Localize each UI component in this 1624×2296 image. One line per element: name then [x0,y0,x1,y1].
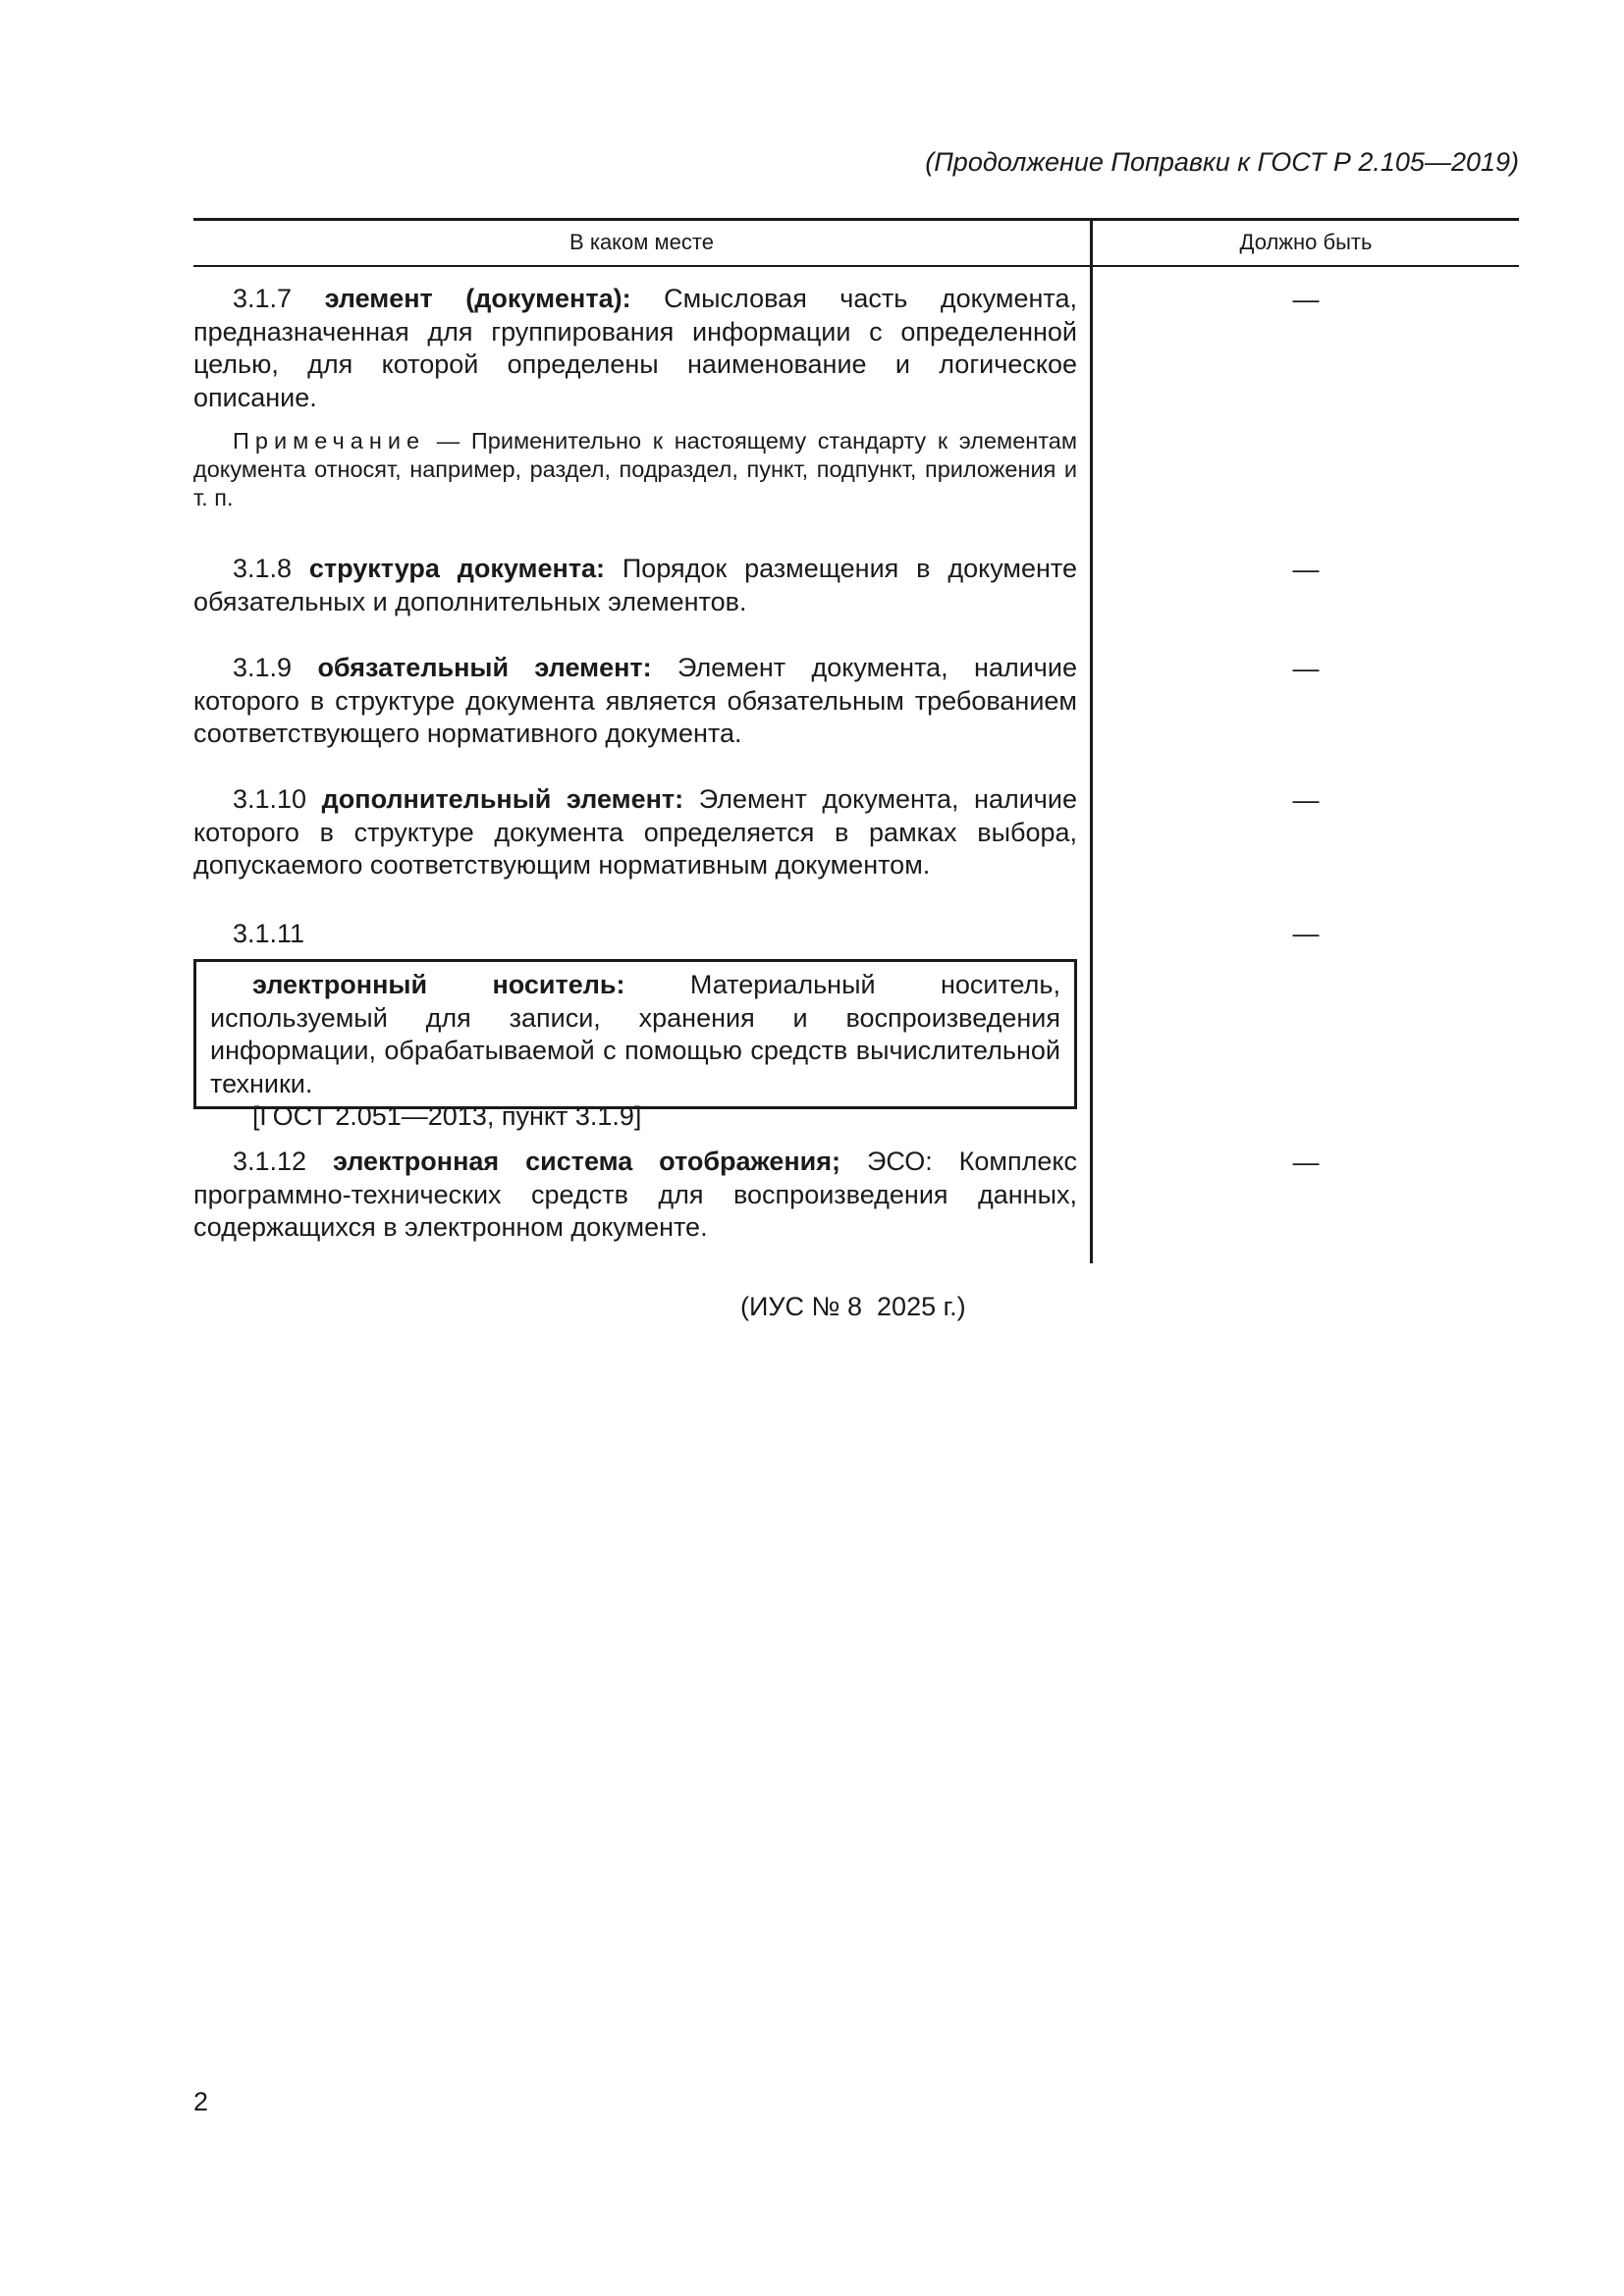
column-header-should-be: Должно быть [1239,230,1373,254]
term-name: электронный носитель: [252,970,625,999]
column-header-where: В каком месте [569,230,714,254]
term-number: 3.1.12 [233,1147,307,1176]
column-divider [1090,218,1093,1263]
continuation-header: (Продолжение Поправки к ГОСТ Р 2.105—2019) [925,147,1519,177]
note-text: — Применительно к настоящему стандарту к элементам документа относят, например, раздел, подраздел, пункт, подпункт, приложения и т. п. [193,428,1077,510]
page-number: 2 [193,2087,209,2116]
term-entry-3-1-7 [193,283,1077,414]
term-note-3-1-7 [193,427,1077,512]
term-definition: Смысловая часть документа, предназначенная для группирования информации с определенной целью, для которой определены наименование и логическое описание. [193,284,1077,412]
term-number: 3.1.7 [233,284,293,313]
term-entry-3-1-9 [193,652,1077,751]
should-be-dash-3-1-9: — [1292,654,1320,683]
table-top-rule [193,218,1519,221]
term-name: структура документа: [308,554,606,583]
term-number: 3.1.9 [233,653,293,682]
amendment-table [193,218,1519,1263]
term-name: дополнительный элемент: [321,784,684,814]
should-be-dash-3-1-11: — [1292,919,1320,948]
term-definition: ЭСО: Комплекс программно-технических средств для воспроизведения данных, содержащихся в электронном документе. [193,1147,1077,1242]
term-definition: Порядок размещения в документе обязательных и дополнительных элементов. [193,554,1077,616]
should-be-dash-3-1-7: — [1292,285,1320,314]
term-name: обязательный элемент: [317,653,652,682]
ius-reference: (ИУС № 8 2025 г.) [740,1292,966,1321]
should-be-dash-3-1-12: — [1292,1148,1320,1177]
source-reference: [ГОСТ 2.051—2013, пункт 3.1.9] [252,1101,642,1131]
term-entry-3-1-8 [193,553,1077,618]
table-header-rule [193,265,1519,267]
should-be-dash-3-1-8: — [1292,555,1320,584]
term-number: 3.1.8 [233,554,293,583]
should-be-dash-3-1-10: — [1292,785,1320,815]
term-number-3-1-11: 3.1.11 [233,919,305,948]
term-number: 3.1.10 [233,784,307,814]
term-definition: Элемент документа, наличие которого в структуре документа определяется в рамках выбора, допускаемого соответствующим нормативным документом. [193,784,1077,880]
term-definition: Материальный носитель, используемый для записи, хранения и воспроизведения информации, обрабатываемой с помощью средств вычислительной техники. [210,970,1060,1098]
quoted-term-box-3-1-11 [193,959,1077,1131]
term-entry-3-1-10 [193,783,1077,882]
term-name: элемент (документа): [324,284,631,313]
term-entry-3-1-12 [193,1146,1077,1245]
term-definition: Элемент документа, наличие которого в структуре документа является обязательным требованием соответствующего нормативного документа. [193,653,1077,748]
term-name: электронная система отображения; [333,1147,840,1176]
note-prefix: Примечание [233,428,426,454]
